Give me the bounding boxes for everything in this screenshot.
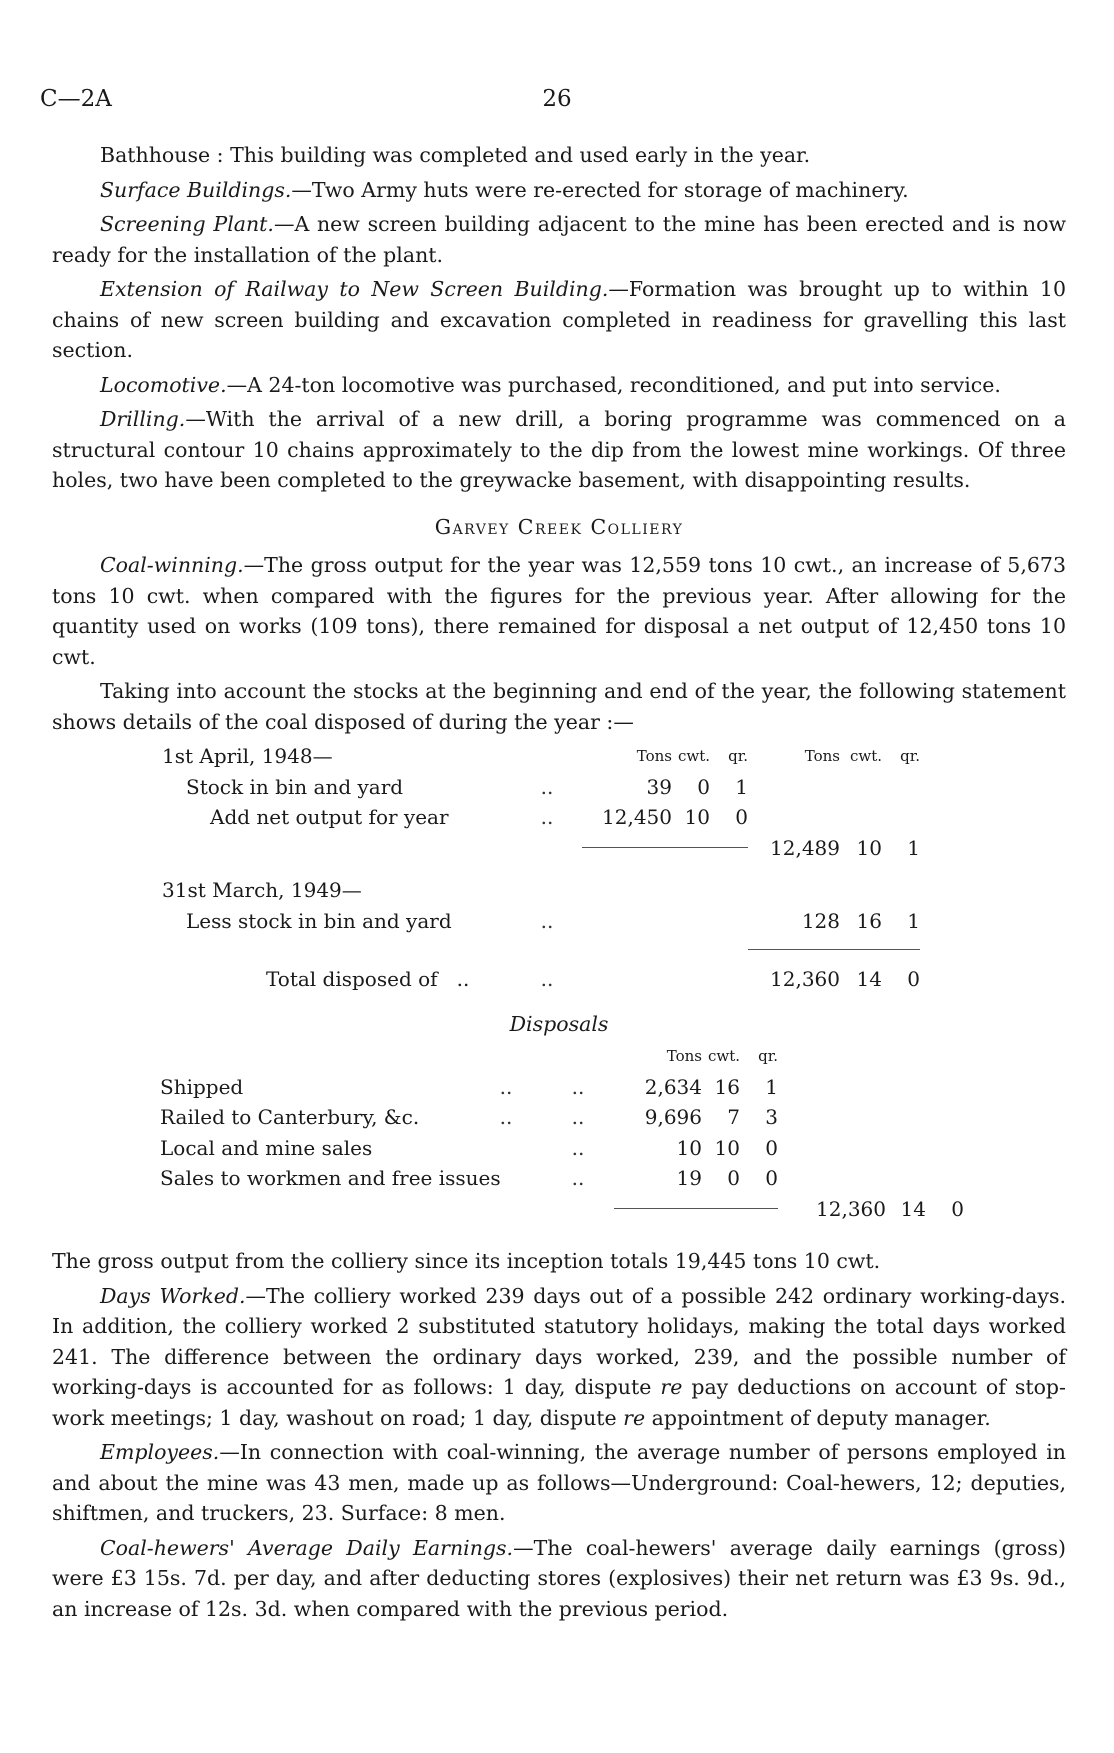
statement-header-row [162,741,920,772]
stock-tons: 39 [646,774,672,799]
disposals-title: Disposals [509,1011,609,1036]
disp-label: Shipped [160,1074,244,1099]
paragraph-railway-extension [52,274,1066,366]
col-head-cwt-1: cwt. [677,747,710,765]
paragraph-coal-winning [52,550,1066,672]
coal-winning-text: —The gross output for the year was 12,559 tons 10 cwt., an increase of 5,673 tons 10 cwt. when compared with the figures for the previous year. After allowing for the quantity used on works (109 tons), there remained for disposal a net output of 12,450 tons 10 cwt. [52,553,1066,669]
col-head-cwt-2: cwt. [849,747,882,765]
leader-dots: .. [499,1074,513,1099]
leader-dots: .. [571,1135,585,1160]
disp-total-qr: 0 [951,1196,964,1221]
days-worked-lead: Days Worked. [100,1283,246,1308]
body-text [52,140,1066,1628]
total-tons: 12,360 [770,967,840,991]
disp-tons: 2,634 [644,1074,702,1099]
disp-tons: 10 [676,1135,702,1160]
locomotive-text: —A 24-ton locomotive was purchased, reconditioned, and put into service. [226,372,1001,397]
stock-qr: 1 [735,774,748,799]
less-qr: 1 [907,908,920,933]
disp-qr: 0 [765,1135,778,1160]
total-qr: 0 [907,967,920,991]
statement-row-subtotal [162,833,920,864]
page-number: 26 [542,86,572,112]
disp-qr: 3 [765,1105,778,1129]
subtotal-cwt: 10 [856,835,882,860]
days-worked-text3: appointment of deputy manager. [645,1405,991,1430]
days-worked-text1: —The colliery worked 239 days out of a possible 242 ordinary working-days. In addition, the colliery worked 2 substituted statutory holidays, making the total days worked 241. The difference between the ordinary days worked, 239, and the possible number of working-days is accounted for as follows: 1 day, dispute [52,1283,1066,1399]
disp-label: Sales to workmen and free issues [160,1166,501,1190]
locomotive-lead: Locomotive. [100,372,227,397]
less-tons: 128 [801,908,840,933]
statement-row-date2 [162,875,920,906]
add-qr: 0 [735,805,748,829]
table-row [160,1163,964,1194]
leader-dots: .. [571,1105,585,1129]
bathhouse-text: This building was completed and used early in the year. [223,143,811,167]
total-label-cell [162,964,512,995]
less-cwt: 16 [856,908,882,933]
coal-statement-table [162,741,920,995]
leader-dots: .. [571,1074,585,1099]
statement-date1: 1st April, 1948— [162,744,333,768]
leader-dots: .. [571,1166,585,1190]
col-head-tons-1: Tons [636,747,672,765]
leader-dots: .. [540,967,554,991]
statement-date2: 31st March, 1949— [162,878,362,902]
employees-lead: Employees. [100,1440,220,1464]
disp-head-cwt: cwt. [707,1047,740,1065]
disp-qr: 0 [765,1166,778,1190]
section-title: Garvey Creek Colliery [434,514,684,539]
coal-winning-lead: Coal-winning. [100,553,244,577]
disp-cwt: 0 [727,1166,740,1190]
disp-label: Local and mine sales [160,1135,373,1160]
statement-row-stock [162,772,920,803]
leader-dots: .. [540,774,554,799]
employees-text: —In connection with coal-winning, the average number of persons employed in and about the mine was 43 men, made up as follows—Underground: Coal-hewers, 12; deputies, shiftmen, and truckers, 23. Surface: 8 men. [52,1440,1066,1525]
leader-dots: .. [456,967,470,991]
subtotal-rule [582,847,748,849]
disposals-table [160,1041,964,1224]
paragraph-drilling [52,404,1066,496]
leader-dots: .. [540,805,554,829]
col-head-tons-2: Tons [804,747,840,765]
add-label: Add net output for year [210,805,449,829]
drilling-text: —With the arrival of a new drill, a boring programme was commenced on a structural contour 10 chains approximately to the dip from the lowest mine workings. Of three holes, two have been completed to the greywacke basement, with disappointing results. [52,407,1066,492]
disp-tons: 19 [676,1166,702,1190]
total-cwt: 14 [856,967,882,991]
paragraph-statement-intro: Taking into account the stocks at the beginning and end of the year, the following statement shows details of the coal disposed of during the year :— [52,679,1066,734]
disposals-header-row [160,1041,964,1072]
surface-buildings-text: —Two Army huts were re-erected for storage of machinery. [291,177,909,202]
add-cwt: 10 [684,805,710,829]
screening-plant-lead: Screening Plant. [100,212,274,236]
paragraph-surface-buildings [52,175,1066,206]
disposals-rule [614,1208,778,1210]
add-tons: 12,450 [602,805,672,829]
col-head-qr-1: qr. [728,747,748,765]
less-label: Less stock in bin and yard [186,908,452,933]
paragraph-bathhouse [52,140,1066,171]
railway-extension-text: —Formation was brought up to within 10 chains of new screen building and excavation completed in readiness for gravelling this last section. [52,277,1066,362]
document-reference: C—2A [40,86,112,112]
disp-total-tons: 12,360 [816,1196,886,1221]
stock-cwt: 0 [697,774,710,799]
earnings-text: —The coal-hewers' average daily earnings (gross) were £3 15s. 7d. per day, and after deducting stores (explosives) their net return was £3 9s. 9d., an increase of 12s. 3d. when compared with the previous period. [52,1535,1066,1621]
table-row [160,1133,964,1164]
surface-buildings-lead: Surface Buildings. [100,177,292,202]
leader-dots: .. [540,908,554,933]
paragraph-gross-output: The gross output from the colliery since its inception totals 19,445 tons 10 cwt. [52,1249,881,1273]
drilling-lead: Drilling. [100,407,186,431]
total-label: Total disposed of [266,967,438,991]
paragraph-screening-plant [52,209,1066,270]
stock-label: Stock in bin and yard [186,774,404,799]
days-worked-re1: re [660,1375,683,1399]
disp-cwt: 16 [714,1074,740,1099]
col-head-qr-2: qr. [900,747,920,765]
paragraph-days-worked [52,1281,1066,1434]
disp-tons: 9,696 [644,1105,702,1129]
disp-cwt: 10 [714,1135,740,1160]
paragraph-locomotive [52,370,1066,401]
subtotal-qr: 1 [907,835,920,860]
disp-cwt: 7 [727,1105,740,1129]
disp-total-cwt: 14 [900,1196,926,1221]
table-row [160,1102,964,1133]
less-rule [748,949,920,951]
statement-row-less [162,906,920,937]
railway-extension-lead: Extension of Railway to New Screen Building. [100,277,609,301]
subtotal-tons: 12,489 [770,835,840,860]
bathhouse-lead: Bathhouse : [100,143,224,167]
days-worked-text2: pay deductions on account of stop-work meetings; 1 day, washout on road; 1 day, dispute [52,1375,1066,1430]
disp-qr: 1 [765,1074,778,1099]
screening-plant-text: —A new screen building adjacent to the mine has been erected and is now ready for the installation of the plant. [52,212,1067,267]
leader-dots: .. [499,1105,513,1129]
disp-head-qr: qr. [758,1047,778,1065]
disp-head-tons: Tons [666,1047,702,1065]
paragraph-earnings [52,1533,1066,1625]
statement-row-total [162,964,920,995]
earnings-lead: Coal-hewers' Average Daily Earnings. [100,1535,514,1560]
days-worked-re2: re [623,1405,646,1430]
paragraph-employees [52,1437,1066,1529]
disp-label: Railed to Canterbury, &c. [160,1105,420,1129]
disposals-total-row [160,1194,964,1225]
table-row [160,1072,964,1103]
statement-row-add [162,802,920,833]
